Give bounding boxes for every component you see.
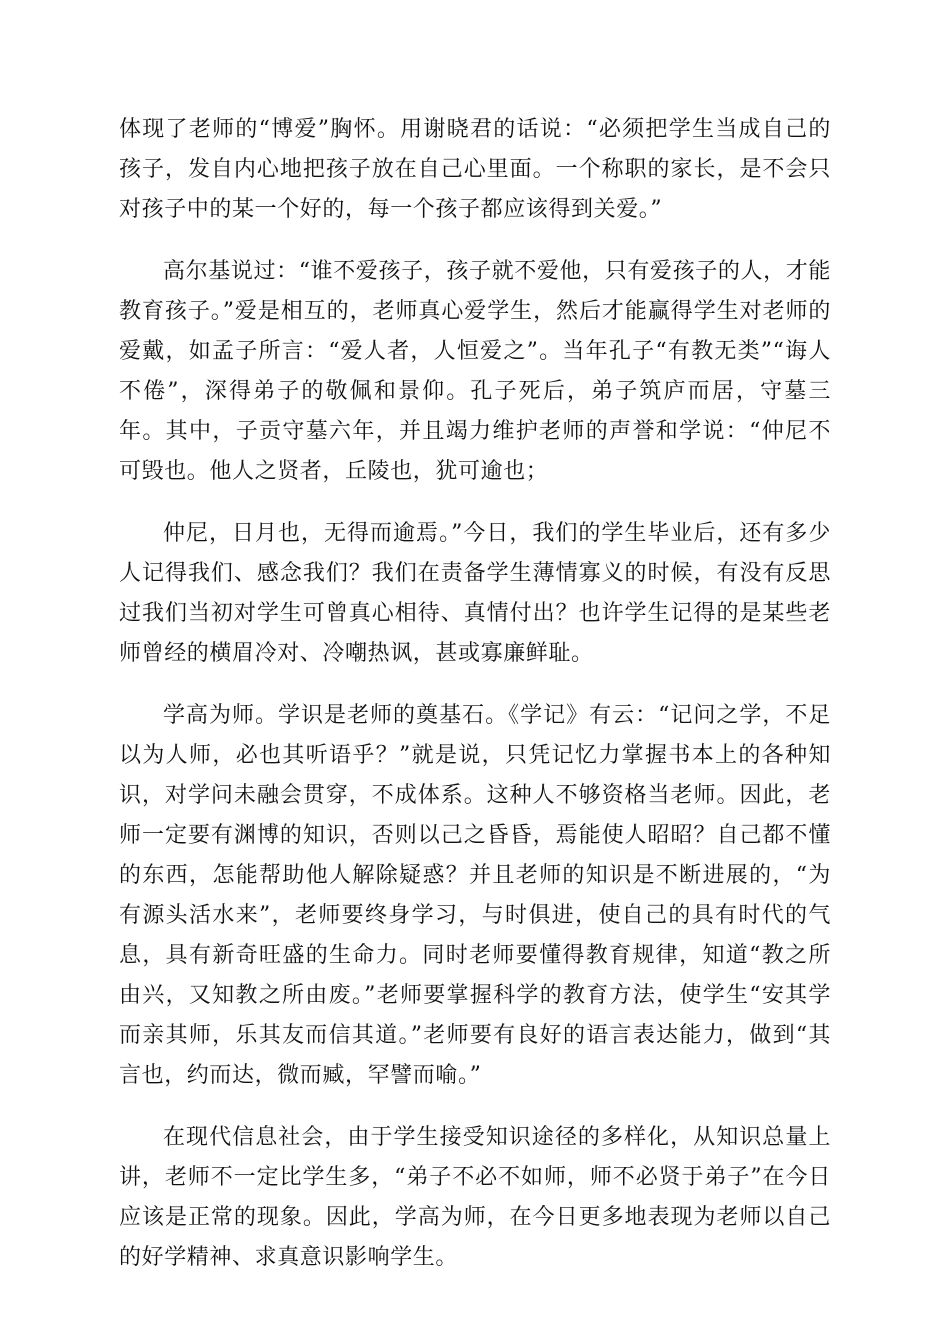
document-page: [119, 110, 831, 1300]
paragraph-3: 仲尼，日月也，无得而逾焉。”今日，我们的学生毕业后，还有多少人记得我们、感念我们？我们在责备学生薄情寡义的时候，有没有反思过我们当初对学生可曾真心相待、真情付出？也许学生记得的是某些老师曾经的横眉冷对、冷嘲热讽，甚或寡廉鲜耻。: [119, 521, 831, 666]
paragraph-4: 学高为师。学识是老师的奠基石。《学记》有云：“记问之学，不足以为人师，必也其听语乎？”就是说，只凭记忆力掌握书本上的各种知识，对学问未融会贯穿，不成体系。这种人不够资格当老师。因此，老师一定要有渊博的知识，否则以己之昏昏，焉能使人昭昭？自己都不懂的东西，怎能帮助他人解除疑惑？并且老师的知识是不断进展的，“为有源头活水来”，老师要终身学习，与时俱进，使自己的具有时代的气息，具有新奇旺盛的生命力。同时老师要懂得教育规律，知道“教之所由兴，又知教之所由废。”老师要掌握科学的教育方法，使学生“安其学而亲其师，乐其友而信其道。”老师要有良好的语言表达能力，做到“其言也，约而达，微而臧，罕譬而喻。”: [119, 703, 831, 1088]
paragraph-2: 高尔基说过：“谁不爱孩子，孩子就不爱他，只有爱孩子的人，才能教育孩子。”爱是相互的，老师真心爱学生，然后才能赢得学生对老师的爱戴，如孟子所言：“爱人者，人恒爱之”。当年孔子“有教无类”“诲人不倦”，深得弟子的敬佩和景仰。孔子死后，弟子筑庐而居，守墓三年。其中，子贡守墓六年，并且竭力维护老师的声誉和学说：“仲尼不可毁也。他人之贤者，丘陵也，犹可逾也；: [119, 259, 831, 484]
paragraph-1: 体现了老师的“博爱”胸怀。用谢晓君的话说：“必须把学生当成自己的孩子，发自内心地把孩子放在自己心里面。一个称职的家长，是不会只对孩子中的某一个好的，每一个孩子都应该得到关爱。”: [119, 117, 831, 222]
paragraph-5: 在现代信息社会，由于学生接受知识途径的多样化，从知识总量上讲，老师不一定比学生多，“弟子不必不如师，师不必贤于弟子”在今日应该是正常的现象。因此，学高为师，在今日更多地表现为老师以自己的好学精神、求真意识影响学生。: [119, 1125, 831, 1270]
